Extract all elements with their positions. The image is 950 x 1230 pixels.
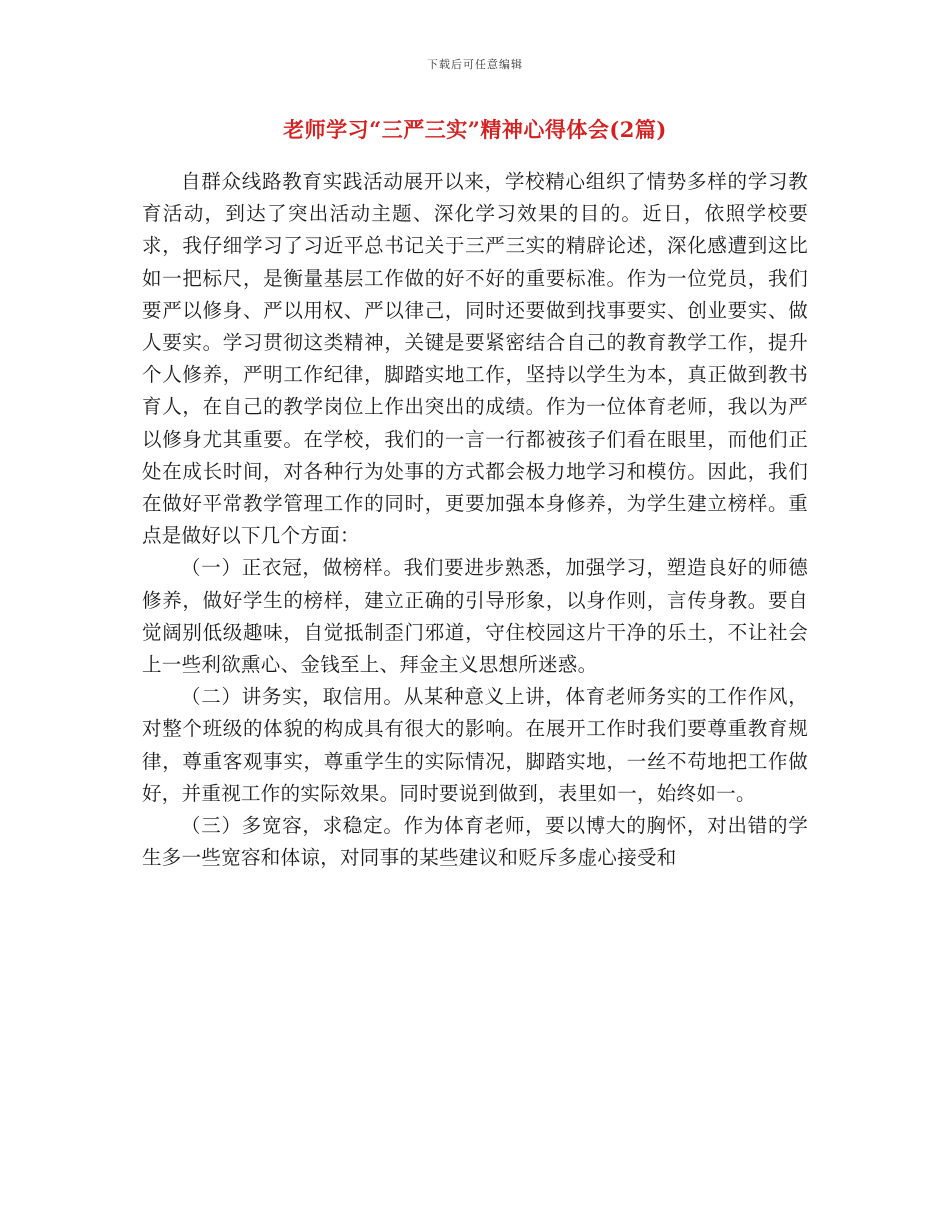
paragraph-point-2: （二）讲务实，取信用。从某种意义上讲，体育老师务实的工作作风，对整个班级的体貌的构成具有很大的影响。在展开工作时我们要尊重教育规律，尊重客观事实，尊重学生的实际情况，脚踏实地，一丝不苟地把工作做好，并重视工作的实际效果。同时要说到做到，表里如一，始终如一。 bbox=[142, 685, 808, 805]
document-body bbox=[142, 166, 808, 874]
paragraph-point-1: （一）正衣冠，做榜样。我们要进步熟悉，加强学习，塑造良好的师德修养，做好学生的榜样，建立正确的引导形象，以身作则，言传身教。要自觉阔别低级趣味，自觉抵制歪门邪道，守住校园这片干净的乐土，不让社会上一些利欲熏心、金钱至上、拜金主义思想所迷惑。 bbox=[142, 556, 808, 677]
header-note: 下载后可任意编辑 bbox=[427, 58, 523, 71]
document-title: 老师学习“三严三实”精神心得体会(2篇) bbox=[283, 117, 667, 142]
paragraph-point-3: （三）多宽容，求稳定。作为体育老师，要以博大的胸怀，对出错的学生多一些宽容和体谅，对同事的某些建议和贬斥多虚心接受和 bbox=[142, 814, 808, 870]
paragraph-intro: 自群众线路教育实践活动展开以来，学校精心组织了情势多样的学习教育活动，到达了突出活动主题、深化学习效果的目的。近日，依照学校要求，我仔细学习了习近平总书记关于三严三实的精辟论述，深化感遭到这比如一把标尺，是衡量基层工作做的好不好的重要标准。作为一位党员，我们要严以修身、严以用权、严以律己，同时还要做到找事要实、创业要实、做人要实。学习贯彻这类精神，关键是要紧密结合自己的教育教学工作，提升个人修养，严明工作纪律，脚踏实地工作，坚持以学生为本，真正做到教书育人，在自己的教学岗位上作出突出的成绩。作为一位体育老师，我以为严以修身尤其重要。在学校，我们的一言一行都被孩子们看在眼里，而他们正处在成长时间，对各种行为处事的方式都会极力地学习和模仿。因此，我们在做好平常教学管理工作的同时，更要加强本身修养，为学生建立榜样。重点是做好以下几个方面： bbox=[142, 170, 808, 548]
